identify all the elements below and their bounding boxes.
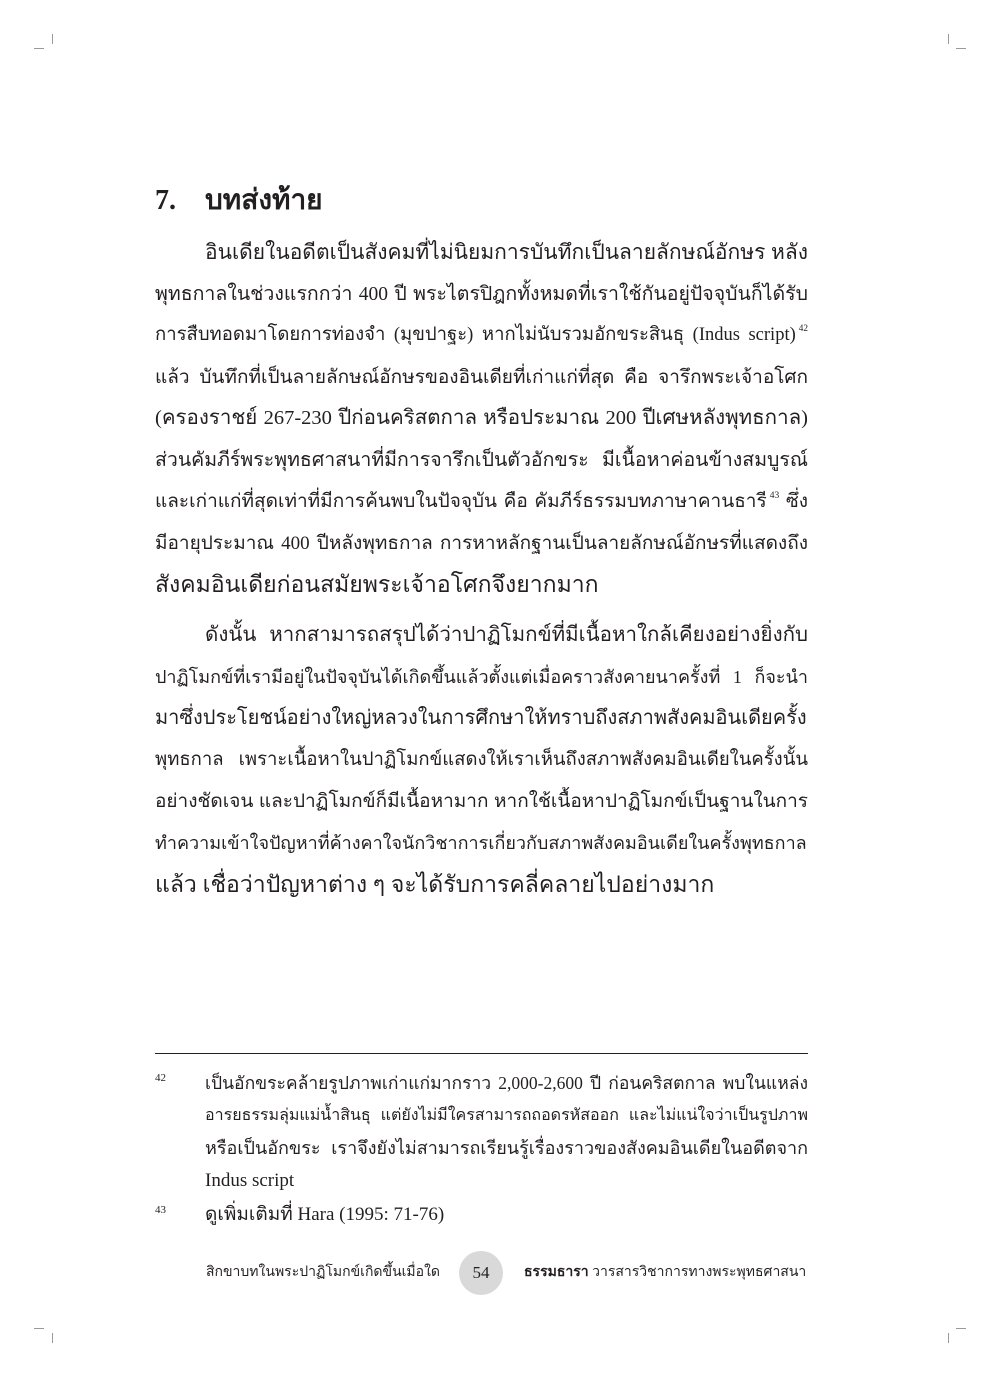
line-text: (ครองราชย์ 267-230 ปีก่อนคริสตกาล หรือประมาณ 200 ปีเศษหลังพุทธกาล) [155,407,808,429]
line-text: พุทธกาล เพราะเนื้อหาในปาฏิโมกข์แสดงให้เราเห็นถึงสภาพสังคมอินเดียในครั้งนั้น [155,749,808,770]
line-text-after-reference: ซึ่ง [779,491,808,512]
paragraph-line [155,657,808,699]
line-text: แล้ว บันทึกที่เป็นลายลักษณ์อักษรของอินเดียที่เก่าแก่ที่สุด คือ จารึกพระเจ้าอโศก [155,366,808,388]
paragraph-line [155,823,808,865]
crop-mark-top-left-h [34,48,44,49]
paragraph-line [155,740,808,782]
journal-name: ธรรมธารา [524,1265,589,1280]
journal-subtitle: วารสารวิชาการทางพระพุทธศาสนา [592,1265,807,1280]
paragraph-line [155,698,808,740]
footnote-42 [205,1067,808,1197]
line-text: ดังนั้น หากสามารถสรุปได้ว่าปาฏิโมกข์ที่มีเนื้อหาใกล้เคียงอย่างยิ่งกับ [205,624,808,646]
running-article-title: สิกขาบทในพระปาฏิโมกข์เกิดขึ้นเมื่อใด [205,1265,440,1280]
line-text: การสืบทอดมาโดยการท่องจำ (มุขปาฐะ) หากไม่นับรวมอักขระสินธุ (Indus script) [155,325,796,345]
paragraph-line [155,615,808,657]
crop-mark-bottom-right-v [948,1333,949,1343]
line-text: อินเดียในอดีตเป็นสังคมที่ไม่นิยมการบันทึกเป็นลายลักษณ์อักษร หลัง [205,240,808,264]
footnote-line: เป็นอักขระคล้ายรูปภาพเก่าแก่มากราว 2,000-2,600 ปี ก่อนคริสตกาล พบในแหล่ง [205,1073,808,1093]
paragraph-1 [155,232,808,606]
paragraph-line [155,440,808,482]
line-text: มาซึ่งประโยชน์อย่างใหญ่หลวงในการศึกษาให้ทราบถึงสภาพสังคมอินเดียครั้ง [155,707,807,729]
line-text: แล้ว เชื่อว่าปัญหาต่าง ๆ จะได้รับการคลี่คลายไปอย่างมาก [155,872,715,897]
footnote-marker-42: 42 [155,1072,166,1084]
footnote-reference-43: 43 [769,490,780,501]
section-number: 7. [155,185,176,216]
paragraph-line [155,315,808,357]
section-heading [155,181,808,221]
line-text: มีอายุประมาณ 400 ปีหลังพุทธกาล การหาหลักฐานเป็นลายลักษณ์อักษรที่แสดงถึง [155,532,808,554]
crop-mark-bottom-right-h [956,1328,966,1329]
footnote-marker-43: 43 [155,1204,166,1216]
footnote-line: อารยธรรมลุ่มแม่น้ำสินธุ แต่ยังไม่มีใครสามารถถอดรหัสออก และไม่แน่ใจว่าเป็นรูปภาพ [205,1106,808,1124]
line-text: ปาฏิโมกข์ที่เรามีอยู่ในปัจจุบันได้เกิดขึ้นแล้วตั้งแต่เมื่อคราวสังคายนาครั้งที่ 1 ก็จะนำ [155,666,808,687]
paragraph-line [155,564,808,606]
line-text: พุทธกาลในช่วงแรกกว่า 400 ปี พระไตรปิฎกทั้งหมดที่เราใช้กันอยู่ปัจจุบันก็ได้รับ [155,283,808,305]
paragraph-line [155,357,808,399]
footnote-43 [205,1199,808,1232]
line-text: ส่วนคัมภีร์พระพุทธศาสนาที่มีการจารึกเป็นตัวอักขระ มีเนื้อหาค่อนข้างสมบูรณ์ [155,449,808,471]
paragraph-2 [155,615,808,906]
crop-mark-bottom-left-v [52,1333,53,1343]
paragraph-line [155,864,808,906]
paragraph-line [155,781,808,823]
crop-mark-top-right-v [948,34,949,44]
crop-mark-top-left-v [52,34,53,44]
line-text: อย่างชัดเจน และปาฏิโมกข์ก็มีเนื้อหามาก หากใช้เนื้อหาปาฏิโมกข์เป็นฐานในการ [155,791,808,812]
paragraph-line [155,481,808,523]
paragraph-line [155,274,808,316]
footnote-line: Indus script [205,1169,295,1191]
footnote-separator [155,1053,808,1054]
footnote-line: ดูเพิ่มเติมที่ Hara (1995: 71-76) [205,1204,445,1225]
crop-mark-top-right-h [956,48,966,49]
line-text: สังคมอินเดียก่อนสมัยพระเจ้าอโศกจึงยากมาก [155,572,599,597]
line-text: และเก่าแก่ที่สุดเท่าที่มีการค้นพบในปัจจุบัน คือ คัมภีร์ธรรมบทภาษาคานธารี [155,491,767,512]
paragraph-line [155,232,808,274]
crop-mark-bottom-left-h [34,1328,44,1329]
page-number: 54 [459,1251,503,1295]
footnote-reference-42: 42 [798,324,808,335]
section-title: บทส่งท้าย [205,185,323,216]
line-text: ทำความเข้าใจปัญหาที่ค้างคาใจนักวิชาการเกี่ยวกับสภาพสังคมอินเดียในครั้งพุทธกาล [155,832,807,853]
paragraph-line [155,523,808,565]
running-journal-title [524,1262,807,1284]
footnote-line: หรือเป็นอักขระ เราจึงยังไม่สามารถเรียนรู้เรื่องราวของสังคมอินเดียในอดีตจาก [205,1138,808,1158]
paragraph-line [155,398,808,440]
